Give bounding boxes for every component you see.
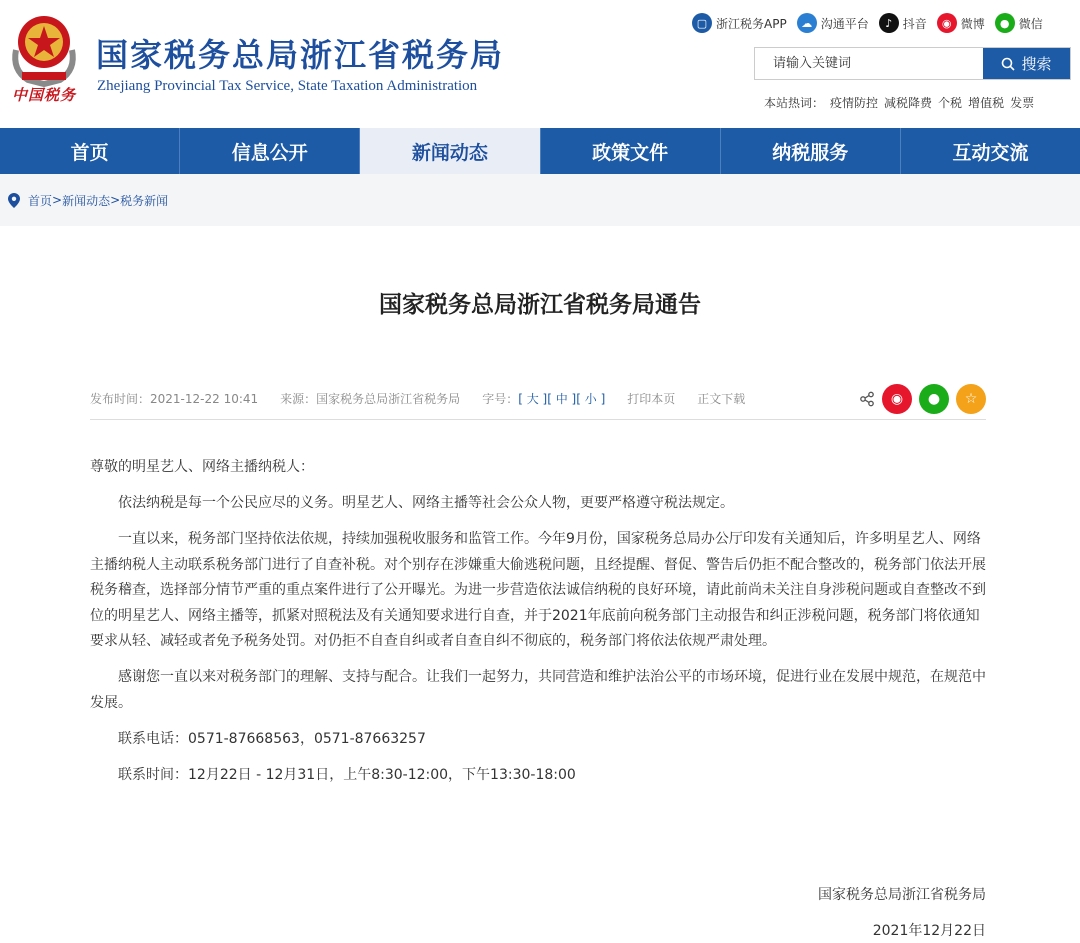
print-link[interactable]: 打印本页 [627, 392, 676, 406]
article-meta [90, 378, 986, 420]
social-item-douyin[interactable] [879, 12, 927, 34]
hot-words [764, 94, 1034, 111]
social-item-weibo[interactable] [937, 12, 985, 34]
source [280, 390, 460, 407]
breadcrumb-news[interactable]: 新闻动态 [62, 193, 111, 208]
breadcrumb-home[interactable]: 首页 [28, 193, 53, 208]
tax-emblem-icon [8, 10, 80, 88]
social-links [692, 12, 1043, 34]
breadcrumb-separator: > [52, 193, 63, 207]
nav-item-interact[interactable]: 互动交流 [952, 141, 1029, 164]
breadcrumb-tax-news[interactable]: 税务新闻 [120, 193, 169, 208]
source-value: 国家税务总局浙江省税务局 [316, 392, 461, 406]
site-header [0, 0, 1080, 128]
signature-date: 2021年12月22日 [872, 923, 986, 939]
article-paragraph: 依法纳税是每一个公民应尽的义务。明星艺人、网络主播等社会公众人物，更要严格遵守税法规定。 [118, 495, 734, 511]
nav-item-news[interactable]: 新闻动态 [360, 128, 540, 174]
article-paragraph: 一直以来，税务部门坚持依法依规，持续加强税收服务和监管工作。今年9月份，国家税务总局办公厅印发有关通知后，许多明星艺人、网络主播纳税人主动联系税务部门进行了自查补税。对个别存在涉嫌重大偷逃税问题，且经提醒、督促、警告后仍拒不配合整改的，税务部门依法开展税务稽查，选择部分情节严重的重点案件进行了公开曝光。为进一步营造依法诚信纳税的良好环境，请此前尚未关注自身涉税问题或自查整改不到位的明星艺人、网络主播等，抓紧对照税法及有关通知要求进行自查，并于2021年底前向税务部门主动报告和纠正涉税问题，税务部门将依通知要求从轻、减轻或者免予税务处罚。对仍拒不自查自纠或者自查自纠不彻底的，税务部门将依法依规严肃处理。 [90, 531, 986, 649]
publish-label: 发布时间： [90, 392, 151, 406]
font-size-medium[interactable]: 中 [555, 392, 568, 406]
nav-item-info[interactable]: 信息公开 [180, 128, 360, 174]
nav-item-home[interactable]: 首页 [0, 128, 180, 174]
favorite-star-icon[interactable]: ☆ [956, 384, 986, 414]
article-paragraph: 感谢您一直以来对税务部门的理解、支持与配合。让我们一起努力，共同营造和维护法治公平的市场环境，促进行业在发展中规范，在规范中发展。 [90, 669, 986, 711]
hot-word-link[interactable]: 增值税 [968, 96, 1005, 110]
social-label: 微信 [1018, 16, 1043, 31]
font-size-control: 字号：[ 大 ][ 中 ][ 小 ] [482, 392, 606, 406]
search-button-label: 搜索 [1021, 55, 1052, 73]
app-icon: ▢ [692, 13, 712, 33]
nav-item-service[interactable]: 纳税服务 [721, 128, 901, 174]
brand-script: 中国税务 [12, 86, 77, 104]
hot-word-link[interactable]: 发票 [1010, 96, 1035, 110]
social-item-app[interactable] [692, 12, 787, 34]
social-label: 浙江税务APP [716, 16, 787, 31]
publish-time [90, 390, 258, 407]
nav-item-policy[interactable]: 政策文件 [541, 128, 721, 174]
article-title: 国家税务总局浙江省税务局通告 [379, 292, 701, 318]
contact-phone: 联系电话：0571-87668563，0571-87663257 [118, 730, 426, 747]
share-icon[interactable] [859, 391, 875, 407]
font-size-large[interactable]: 大 [526, 392, 539, 406]
social-label: 抖音 [902, 16, 927, 31]
share-tools [859, 384, 986, 414]
location-pin-icon [8, 193, 20, 208]
share-wechat-icon[interactable]: ● [919, 384, 949, 414]
cloud-icon: ☁ [797, 13, 817, 33]
breadcrumb-separator: > [110, 193, 121, 207]
font-size-label: 字号： [482, 392, 519, 406]
font-size-small[interactable]: 小 [584, 392, 597, 406]
download-link[interactable]: 正文下载 [697, 392, 746, 406]
social-item-wechat[interactable] [995, 12, 1043, 34]
search-icon [1001, 57, 1015, 71]
search-button[interactable] [983, 48, 1070, 79]
publish-value: 2021-12-22 10:41 [150, 392, 259, 406]
salutation: 尊敬的明星艺人、网络主播纳税人： [90, 459, 314, 475]
social-label: 微博 [960, 16, 985, 31]
breadcrumb [0, 174, 1080, 226]
hot-word-link[interactable]: 疫情防控 [830, 96, 879, 110]
search-input[interactable] [755, 48, 983, 79]
social-item-platform[interactable] [797, 12, 869, 34]
contact-hours: 联系时间：12月22日 - 12月31日，上午8:30-12:00，下午13:30-18:00 [118, 766, 576, 783]
hot-words-label: 本站热词： [764, 96, 825, 110]
site-subtitle: Zhejiang Provincial Tax Service, State Taxation Administration [97, 78, 478, 94]
signature: 国家税务总局浙江省税务局 [818, 887, 986, 903]
article-body [90, 455, 986, 799]
hot-word-link[interactable]: 减税降费 [884, 96, 933, 110]
tiktok-icon: ♪ [879, 13, 899, 33]
search-box [754, 47, 1071, 80]
social-label: 沟通平台 [820, 16, 869, 31]
main-nav [0, 128, 1080, 174]
share-weibo-icon[interactable]: ◉ [882, 384, 912, 414]
wechat-icon: ● [995, 13, 1015, 33]
site-title[interactable]: 国家税务总局浙江省税务局 [96, 36, 505, 74]
source-label: 来源： [280, 392, 317, 406]
hot-word-link[interactable]: 个税 [938, 96, 963, 110]
weibo-icon: ◉ [937, 13, 957, 33]
